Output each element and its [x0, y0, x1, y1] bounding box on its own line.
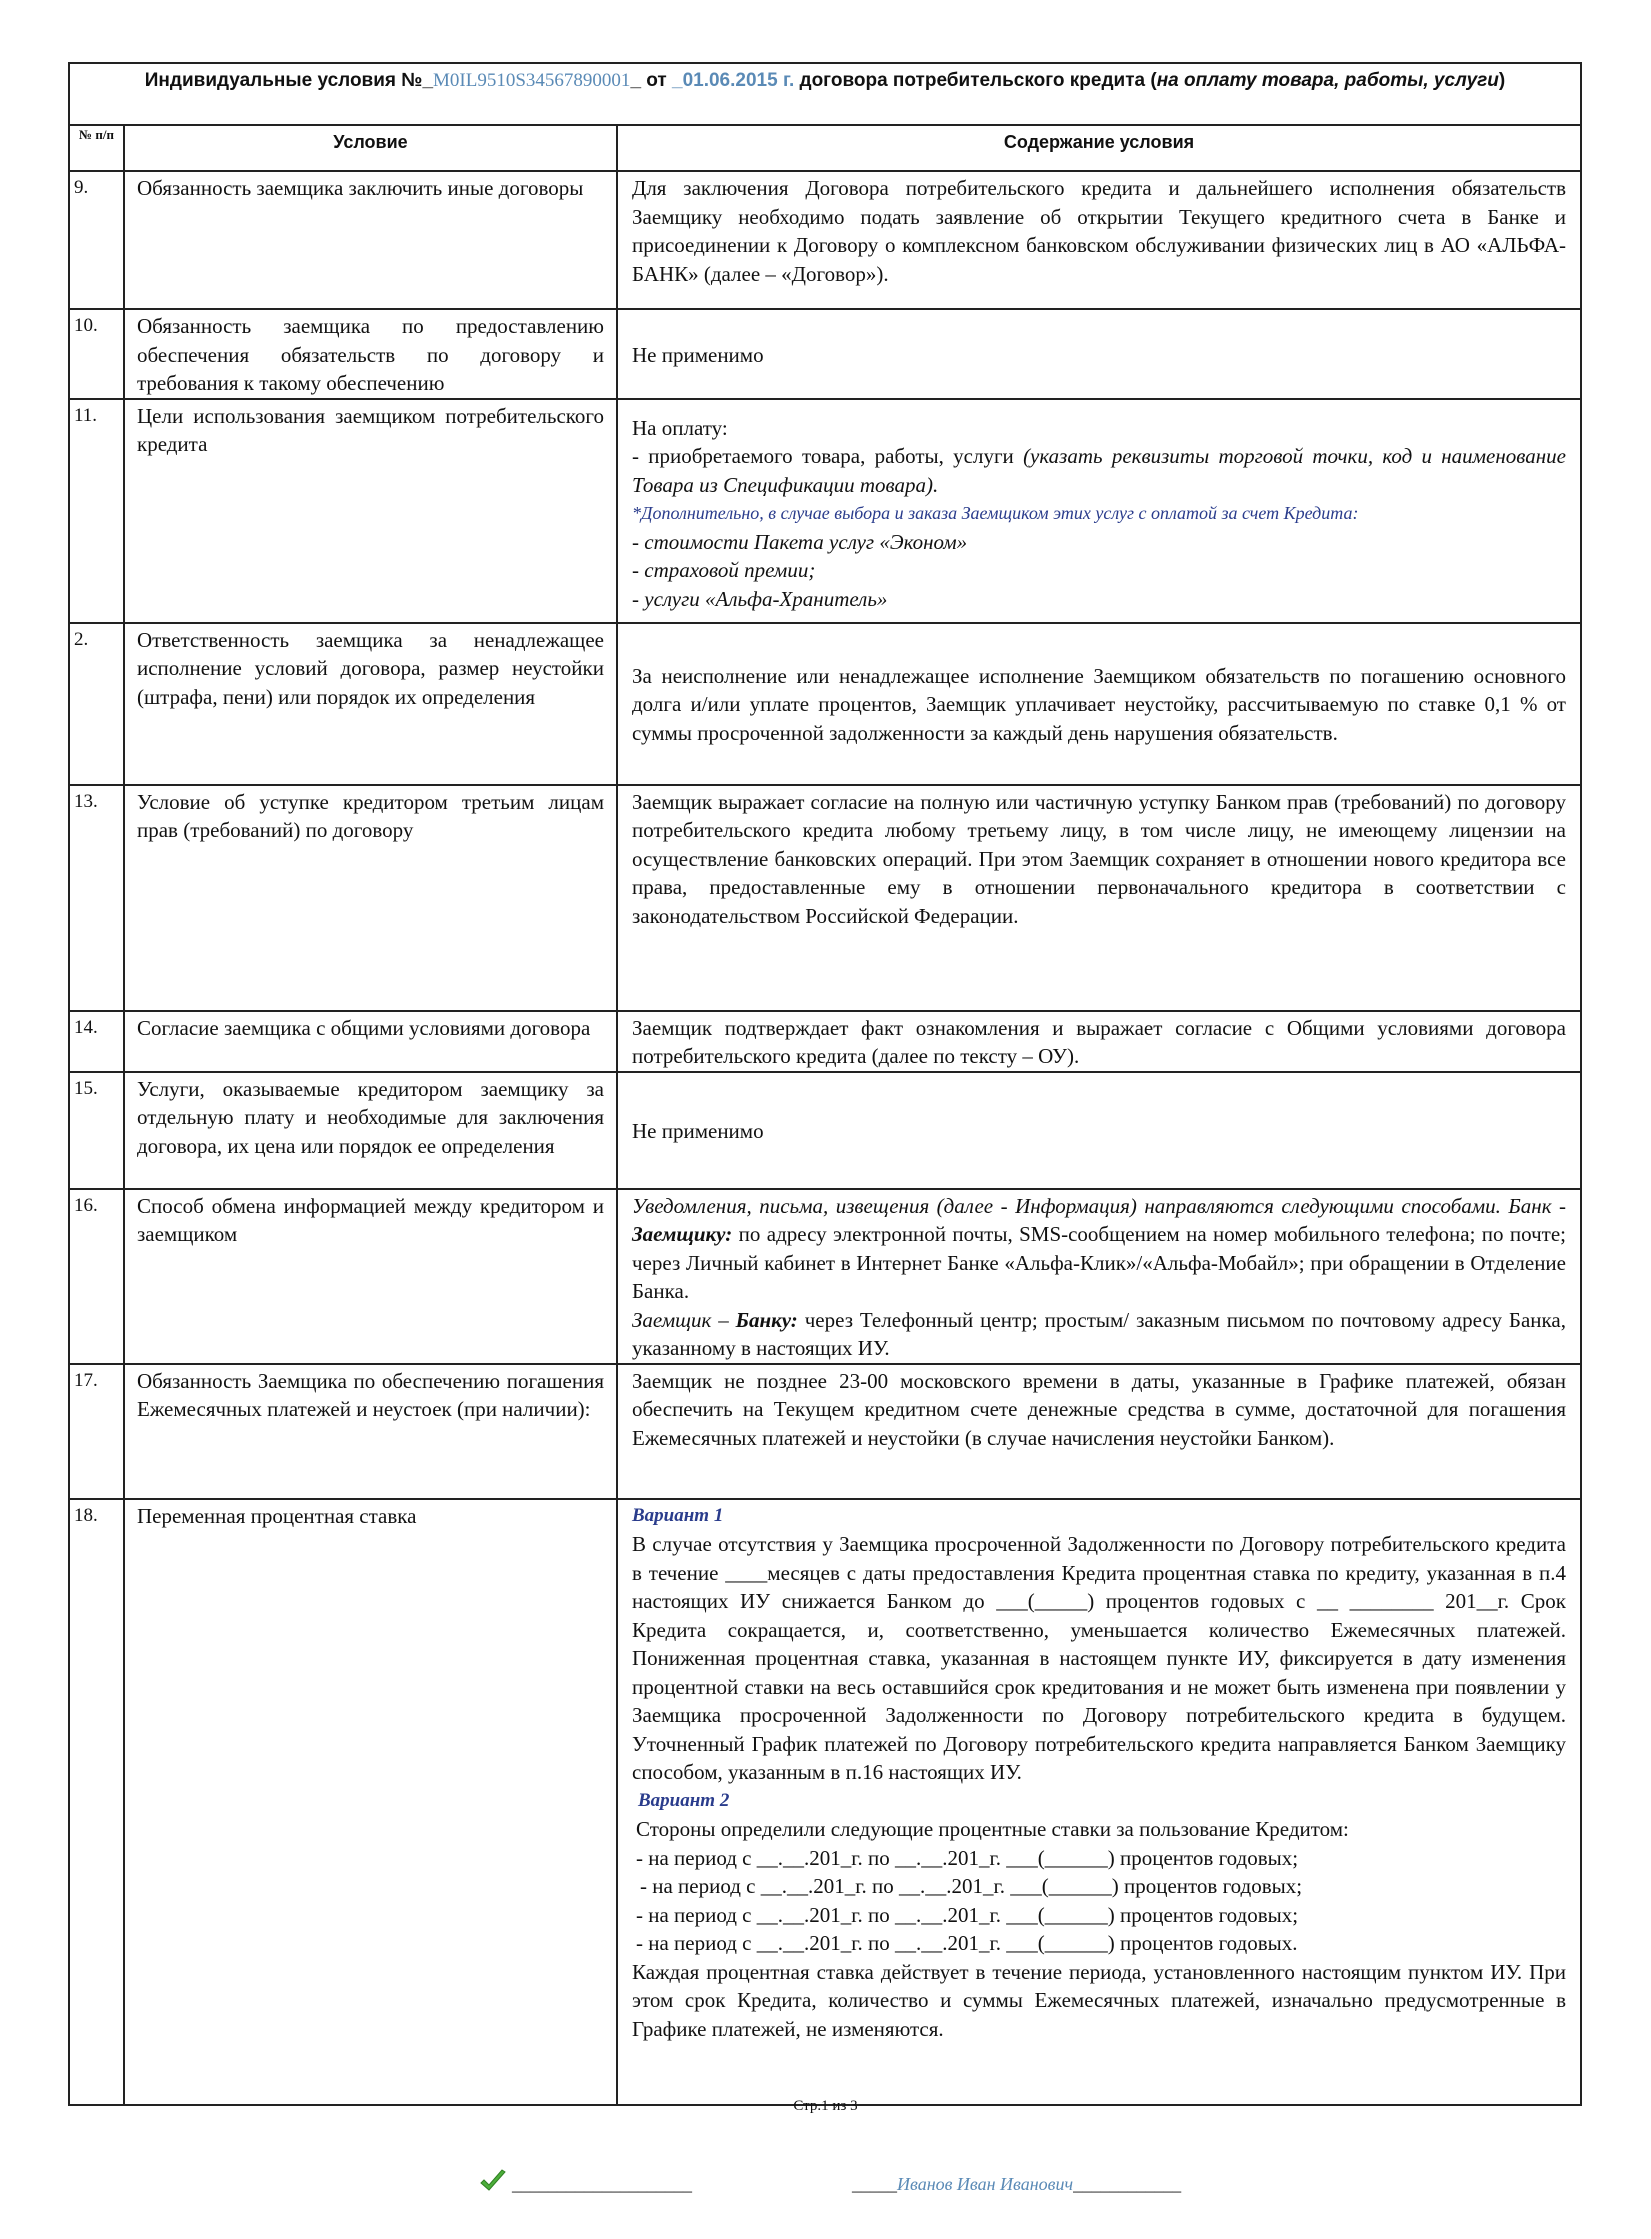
- row-number: 10.: [69, 309, 124, 399]
- row-number: 18.: [69, 1499, 124, 2105]
- variant-1-title: Вариант 1: [632, 1504, 724, 1526]
- variant-1-text: В случае отсутствия у Заемщика просроченной Задолженности по Договору потребительского кредита в течение ____месяцев с даты предоставления Кредита процентная ставка по кредиту, указанная в п.4 настоящих ИУ снижается Банком до ___(_____) процентов годовых с __ ________ 201__г. Срок Кредита сокращается, и, соответственно, уменьшается количество Ежемесячных платежей. Пониженная процентная ставка, указанная в настоящем пункте ИУ, фиксируется в дату изменения процентной ставки на весь оставшийся срок кредитования и не может быть изменена при появлении у Заемщика просроченной Задолженности по Договору потребительского кредита в будущем. Уточненный График платежей по Договору потребительского кредита направляется Банком Заемщику способом, указанным в п.16 настоящих ИУ.: [632, 1532, 1566, 1784]
- checkmark-icon: [478, 2168, 508, 2196]
- row-number: 17.: [69, 1364, 124, 1499]
- row-number: 16.: [69, 1189, 124, 1364]
- row-number: 2.: [69, 623, 124, 785]
- row-number: 15.: [69, 1072, 124, 1189]
- condition-cell: Обязанность Заемщика по обеспечению погашения Ежемесячных платежей и неустоек (при наличии):: [124, 1364, 617, 1499]
- table-row: [69, 1364, 1581, 1499]
- terms-table: [68, 62, 1582, 2106]
- table-row: [69, 1072, 1581, 1189]
- condition-cell: Обязанность заемщика заключить иные договоры: [124, 171, 617, 309]
- signature-area: [478, 2168, 1278, 2208]
- header-row: [69, 63, 1581, 125]
- condition-cell: Условие об уступке кредитором третьим лицам прав (требований) по договору: [124, 785, 617, 1011]
- col-header-content: Содержание условия: [617, 125, 1581, 171]
- row-number: 14.: [69, 1011, 124, 1072]
- variant-2-title: Вариант 2: [638, 1789, 730, 1811]
- content-cell: На оплату: - приобретаемого товара, работы, услуги (указать реквизиты торговой точки, код и наименование Товара из Спецификации товара). *Дополнительно, в случае выбора и заказа Заемщиком этих услуг с оплатой за счет Кредита: - стоимости Пакета услуг «Эконом» - страховой премии; - услуги «Альфа-Хранитель»: [617, 399, 1581, 623]
- content-cell: Заемщик не позднее 23-00 московского времени в даты, указанные в Графике платежей, обязан обеспечить на Текущем кредитном счете денежные средства в сумме, достаточной для погашения Ежемесячных платежей и неустойки (в случае начисления неустойки Банком).: [617, 1364, 1581, 1499]
- contract-date: _01.06.2015 г.: [672, 70, 795, 91]
- signature-line: ____________________: [512, 2174, 692, 2194]
- additional-services-note: *Дополнительно, в случае выбора и заказа Заемщиком этих услуг с оплатой за счет Кредита:: [632, 503, 1359, 523]
- content-cell: Заемщик выражает согласие на полную или частичную уступку Банком прав (требований) по договору потребительского кредита любому третьему лицу, в том числе лицу, не имеющему лицензии на осуществление банковских операций. При этом Заемщик сохраняет в отношении нового кредитора все права, предоставленные ему в отношении первоначального кредитора в соответствии с законодательством Российской Федерации.: [617, 785, 1581, 1011]
- table-row: [69, 1189, 1581, 1364]
- document-title: Индивидуальные условия №_M0IL9510S34567890001_ от _01.06.2015 г. договора потребительского кредита (на оплату товара, работы, услуги): [69, 63, 1581, 125]
- table-row: [69, 309, 1581, 399]
- content-cell: Уведомления, письма, извещения (далее - Информация) направляются следующими способами. Банк - Заемщику: по адресу электронной почты, SMS-сообщением на номер мобильного телефона; по почте; через Личный кабинет в Интернет Банке «Альфа-Клик»/«Альфа-Мобайл»; при обращении в Отделение Банка. Заемщик – Банку: через Телефонный центр; простым/ заказным письмом по почтовому адресу Банка, указанному в настоящих ИУ.: [617, 1189, 1581, 1364]
- content-cell: Не применимо: [617, 1072, 1581, 1189]
- condition-cell: Обязанность заемщика по предоставлению обеспечения обязательств по договору и требования к такому обеспечению: [124, 309, 617, 399]
- table-row: [69, 785, 1581, 1011]
- table-row: [69, 399, 1581, 623]
- condition-cell: Переменная процентная ставка: [124, 1499, 617, 2105]
- content-cell: Для заключения Договора потребительского кредита и дальнейшего исполнения обязательств Заемщику необходимо подать заявление об открытии Текущего кредитного счета в Банке и присоединении к Договору о комплексном банковском обслуживании физических лиц в АО «АЛЬФА-БАНК» (далее – «Договор»).: [617, 171, 1581, 309]
- borrower-name: Иванов Иван Иванович: [897, 2174, 1074, 2194]
- document: [68, 62, 1580, 2106]
- condition-cell: Цели использования заемщиком потребительского кредита: [124, 399, 617, 623]
- borrower-signature: _____Иванов Иван Иванович____________: [852, 2174, 1182, 2194]
- content-cell: Заемщик подтверждает факт ознакомления и выражает согласие с Общими условиями договора потребительского кредита (далее по тексту – ОУ).: [617, 1011, 1581, 1072]
- row-number: 11.: [69, 399, 124, 623]
- row-number: 9.: [69, 171, 124, 309]
- condition-cell: Согласие заемщика с общими условиями договора: [124, 1011, 617, 1072]
- condition-cell: Способ обмена информацией между кредитором и заемщиком: [124, 1189, 617, 1364]
- column-header-row: [69, 125, 1581, 171]
- table-row: [69, 171, 1581, 309]
- content-cell: Вариант 1 В случае отсутствия у Заемщика просроченной Задолженности по Договору потребительского кредита в течение ____месяцев с даты предоставления Кредита процентная ставка по кредиту, указанная в п.4 настоящих ИУ снижается Банком до ___(_____) процентов годовых с __ ________ 201__г. Срок Кредита сокращается, и, соответственно, уменьшается количество Ежемесячных платежей. Пониженная процентная ставка, указанная в настоящем пункте ИУ, фиксируется в дату изменения процентной ставки на весь оставшийся срок кредитования и не может быть изменена при появлении у Заемщика просроченной Задолженности по Договору потребительского кредита в будущем. Уточненный График платежей по Договору потребительского кредита направляется Банком Заемщику способом, указанным в п.16 настоящих ИУ. Вариант 2 Стороны определили следующие процентные ставки за пользование Кредитом: - на период с __.__.201_г. по __.__.201_г. ___(______) процентов годовых; - на период с __.__.201_г. по __.__.201_г. ___(______) процентов годовых; - на период с __.__.201_г. по __.__.201_г. ___(______) процентов годовых; - на период с __.__.201_г. по __.__.201_г. ___(______) процентов годовых. Каждая процентная ставка действует в течение периода, установленного настоящим пунктом ИУ. При этом срок Кредита, количество и суммы Ежемесячных платежей, изначально предусмотренные в Графике платежей, не изменяются.: [617, 1499, 1581, 2105]
- page-number: Стр.1 из 3: [793, 2098, 858, 2114]
- table-row: [69, 623, 1581, 785]
- row-number: 13.: [69, 785, 124, 1011]
- contract-number: M0IL9510S34567890001: [433, 70, 631, 91]
- content-cell: За неисполнение или ненадлежащее исполнение Заемщиком обязательств по погашению основного долга и/или уплате процентов, Заемщик уплачивает неустойку, рассчитываемую по ставке 0,1 % от суммы просроченной задолженности за каждый день нарушения обязательств.: [617, 623, 1581, 785]
- condition-cell: Услуги, оказываемые кредитором заемщику за отдельную плату и необходимые для заключения договора, их цена или порядок ее определения: [124, 1072, 617, 1189]
- table-row: [69, 1499, 1581, 2105]
- col-header-number: № п/п: [69, 125, 124, 171]
- content-cell: Не применимо: [617, 309, 1581, 399]
- condition-cell: Ответственность заемщика за ненадлежащее исполнение условий договора, размер неустойки (штрафа, пени) или порядок их определения: [124, 623, 617, 785]
- col-header-condition: Условие: [124, 125, 617, 171]
- table-row: [69, 1011, 1581, 1072]
